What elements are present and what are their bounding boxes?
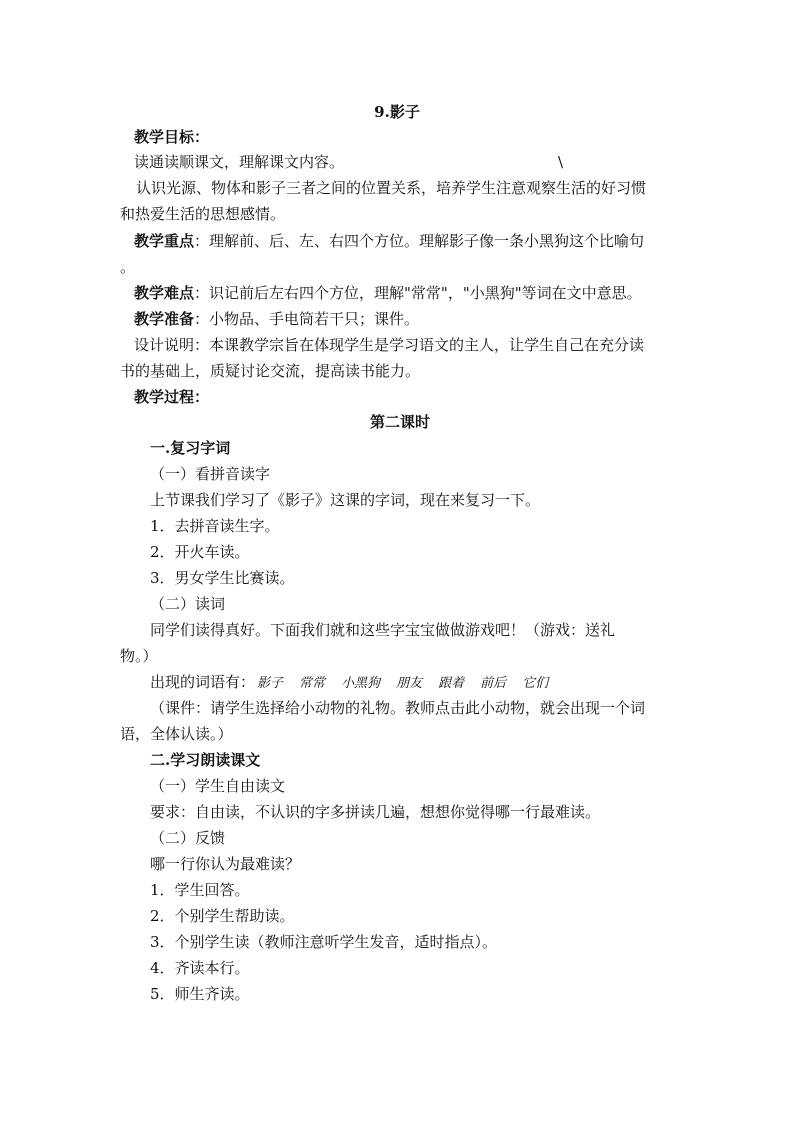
preparation <box>134 309 419 329</box>
section-1-part-2: （二）读词 <box>150 595 226 613</box>
section-1-part-1: （一）看拼音读字 <box>150 465 271 483</box>
section-2-title: 二.学习朗读课文 <box>150 751 261 769</box>
section-1-title: 一.复习字词 <box>150 439 231 457</box>
goal-label: 教学目标： <box>134 128 210 146</box>
diff-text: ：识记前后左右四个方位，理解"常常"，"小黑狗"等词在文中意思。 <box>194 284 642 302</box>
word-item: 影子 <box>257 676 284 691</box>
key-text: ：理解前、后、左、右四个方位。理解影子像一条小黑狗这个比喻句 <box>194 232 645 250</box>
section-1-part-1-text: 上节课我们学习了《影子》这课的字词，现在来复习一下。 <box>150 491 541 509</box>
list-item: 1．去拼音读生字。 <box>150 517 280 535</box>
section-2-question: 哪一行你认为最难读？ <box>150 855 301 873</box>
process-label: 教学过程： <box>134 388 210 406</box>
word-item: 前后 <box>480 676 507 691</box>
word-item: 小黑狗 <box>341 676 381 691</box>
goal-1: 读通读顺课文，理解课文内容。 <box>134 153 345 171</box>
section-2-part-2: （二）反馈 <box>150 829 226 847</box>
courseware-b: 语，全体认读。） <box>120 725 233 743</box>
list-item: 3．男女学生比赛读。 <box>150 569 295 587</box>
prep-label: 教学准备 <box>134 310 195 328</box>
design-a: 设计说明：本课教学宗旨在体现学生是学习语文的主人，让学生自己在充分读 <box>134 336 645 354</box>
word-item: 跟着 <box>438 676 465 691</box>
courseware-a: （课件：请学生选择给小动物的礼物。教师点击此小动物，就会出现一个词 <box>150 699 646 717</box>
key-points <box>134 231 644 251</box>
design-b: 书的基础上，质疑讨论交流，提高读书能力。 <box>120 362 421 380</box>
prep-text: ：小物品、手电筒若干只；课件。 <box>194 310 420 328</box>
list-item: 4．齐读本行。 <box>150 959 250 977</box>
words-label: 出现的词语有： <box>150 673 256 691</box>
list-item: 2．开火车读。 <box>150 543 250 561</box>
difficulties <box>134 283 642 303</box>
section-1-part-2-text-b: 物。） <box>120 647 158 665</box>
goal-1-mark: \ <box>558 153 564 171</box>
section-2-part-1: （一）学生自由读文 <box>150 777 286 795</box>
key-tail: 。 <box>120 258 136 276</box>
lesson-subtitle: 第二课时 <box>369 413 430 431</box>
key-label: 教学重点 <box>134 232 195 250</box>
list-item: 3．个别学生读（教师注意听学生发音，适时指点）。 <box>150 933 498 951</box>
word-item: 朋友 <box>396 676 423 691</box>
goal-2-a: 认识光源、物体和影子三者之间的位置关系，培养学生注意观察生活的好习惯 <box>136 179 647 197</box>
word-item: 常常 <box>299 676 326 691</box>
section-1-part-2-text-a: 同学们读得真好。下面我们就和这些字宝宝做做游戏吧！（游戏：送礼 <box>150 621 616 639</box>
word-list <box>150 672 564 694</box>
list-item: 1．学生回答。 <box>150 881 250 899</box>
list-item: 5．师生齐读。 <box>150 985 250 1003</box>
page-title: 9.影子 <box>374 103 420 121</box>
list-item: 2．个别学生帮助读。 <box>150 907 295 925</box>
diff-label: 教学难点 <box>134 284 195 302</box>
section-2-part-1-text: 要求：自由读，不认识的字多拼读几遍，想想你觉得哪一行最难读。 <box>150 803 601 821</box>
goal-2-b: 和热爱生活的思想感情。 <box>120 205 286 223</box>
word-item: 它们 <box>522 676 549 691</box>
